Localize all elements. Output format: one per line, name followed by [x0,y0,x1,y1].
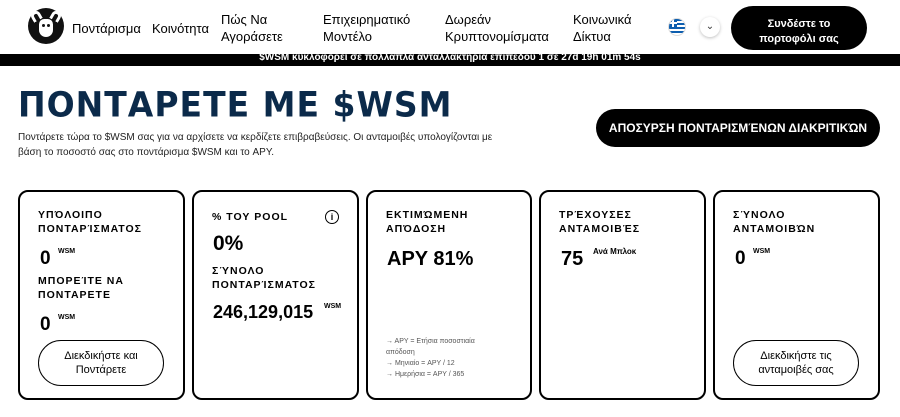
pool-share-card [192,190,359,400]
page-description: Ποντάρετε τώρα το $WSM σας για να αρχίσετε να κερδίζετε επιβραβεύσεις. Οι ανταμοιβές υπολογίζονται με βάση το ποσοστό σας στο ποντάρισμα $WSM και το APY. [18,132,493,158]
bull-logo-icon[interactable] [28,8,64,44]
current-rewards-unit: Ανά Μπλοκ [593,247,637,256]
current-rewards-label: ΤΡΈΧΟΥΣΕΣ ΑΝΤΑΜΟΙΒΈΣ [559,209,641,235]
connect-wallet-button[interactable]: Συνδέστε το πορτοφόλι σας [731,6,867,50]
staking-balance-label: ΥΠΌΛΟΙΠΟ ΠΟΝΤΑΡΊΣΜΑΤΟΣ [38,209,142,235]
claim-and-stake-button[interactable]: Διεκδικήστε και Ποντάρετε [38,340,164,386]
total-rewards-value: 0 [735,248,746,269]
nav-link-business-model[interactable]: Επιχειρηματικό Μοντέλο [323,12,411,44]
nav-link-free-crypto[interactable]: Δωρεάν Κρυπτονομίσματα [445,12,549,44]
top-navigation [0,0,900,54]
withdraw-staked-tokens-button[interactable]: ΑΠΟΣΥΡΣΗ ΠΟΝΤΑΡΙΣΜΈΝΩΝ ΔΙΑΚΡΙΤΙΚΏΝ [596,109,880,147]
ticker-band [0,66,900,70]
staking-balance-card [18,190,185,400]
staking-balance-value: 0 [40,248,51,269]
estimated-yield-label: ΕΚΤΙΜΏΜΕΝΗ ΑΠΌΔΟΣΗ [386,209,469,235]
nav-link-staking[interactable]: Ποντάρισμα [72,21,141,36]
nav-link-social[interactable]: Κοινωνικά Δίκτυα [573,12,632,44]
chevron-down-icon[interactable]: ⌄ [700,17,720,37]
total-staked-unit: WSM [324,303,342,310]
ticker-countdown-text: $WSM κυκλοφορεί σε πολλαπλά ανταλλακτήρια επίπεδου 1 σε 27d 19h 01m 54s [259,52,641,63]
nav-link-how-to-buy[interactable]: Πώς Να Αγοράσετε [221,12,283,44]
apy-value: APY 81% [387,248,474,270]
stakeable-value: 0 [40,314,51,335]
pool-share-value: 0% [213,232,244,255]
current-rewards-card [539,190,706,400]
stakeable-label: ΜΠΟΡΕΊΤΕ ΝΑ ΠΟΝΤΑΡΕΤΕ [38,275,124,301]
apy-notes: → APY = Ετήσια ποσοστιαία απόδοση → Μηνιαίο = APY / 12 → Ημερήσια = APY / 365 [386,338,475,378]
total-rewards-label: ΣΎΝΟΛΟ ΑΝΤΑΜΟΙΒΏΝ [733,209,816,235]
total-rewards-unit: WSM [753,248,771,255]
info-icon[interactable]: i [325,210,339,224]
claim-rewards-button[interactable]: Διεκδικήστε τις ανταμοιβές σας [733,340,859,386]
nav-link-community[interactable]: Κοινότητα [152,21,210,36]
greek-flag-icon[interactable] [668,18,686,36]
total-staked-label: ΣΎΝΟΛΟ ΠΟΝΤΑΡΊΣΜΑΤΟΣ [212,265,316,291]
total-staked-value: 246,129,015 [213,302,314,322]
stakeable-unit: WSM [58,314,76,321]
page-title: ΠΟΝΤΑΡΕΤΕ ΜΕ $WSM [18,84,453,125]
estimated-yield-card [366,190,532,400]
current-rewards-value: 75 [561,248,584,270]
pool-share-label: % ΤΟΥ POOL [212,211,289,223]
total-rewards-card [713,190,880,400]
staking-balance-unit: WSM [58,248,76,255]
